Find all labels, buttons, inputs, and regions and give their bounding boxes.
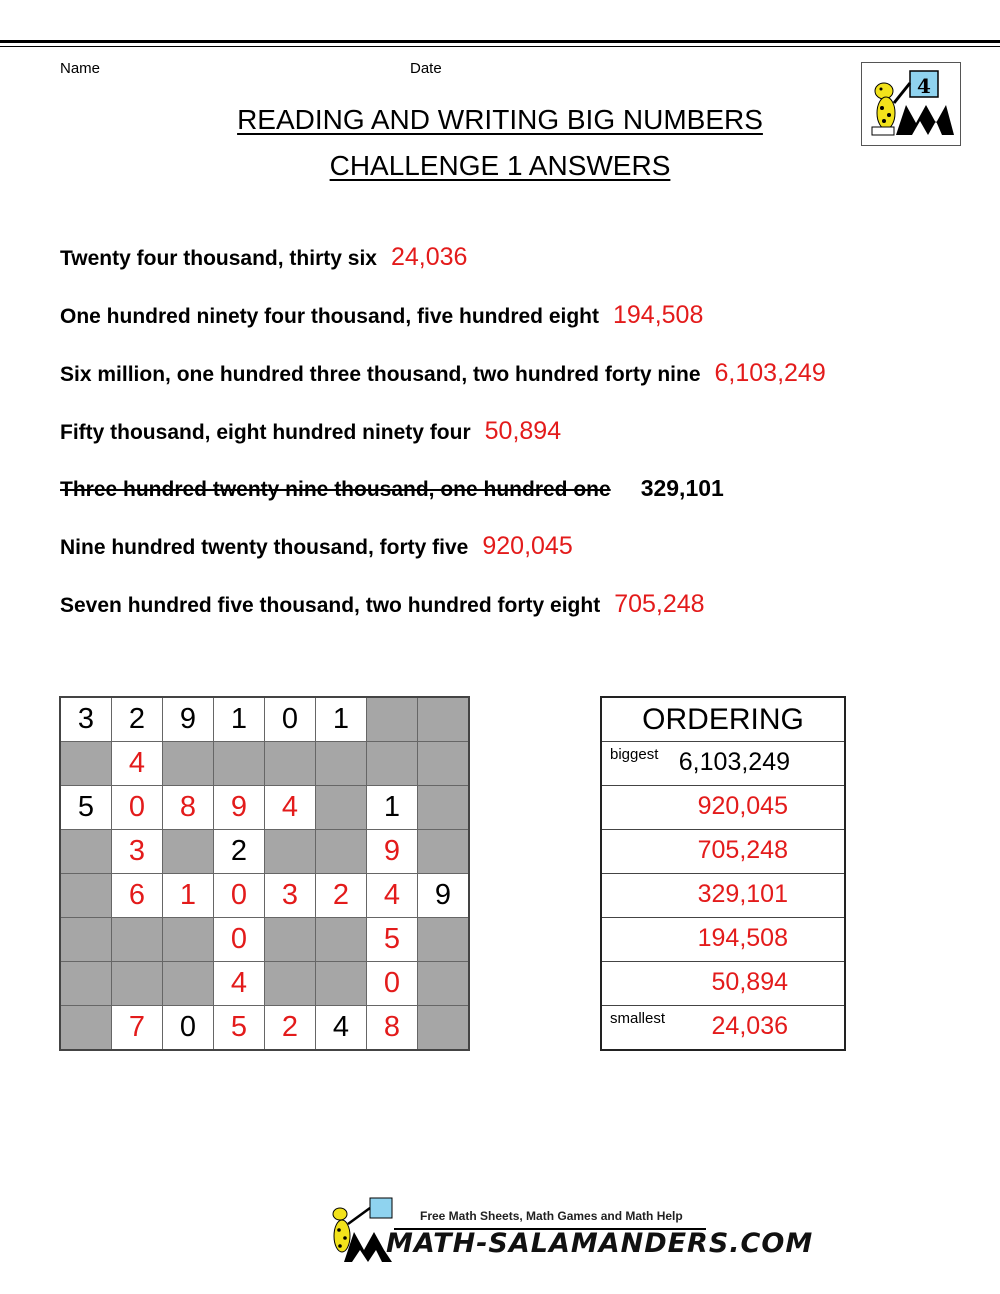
- grid-cell-shaded: [316, 918, 367, 962]
- question-words: Seven hundred five thousand, two hundred forty eight: [60, 594, 601, 617]
- biggest-label: biggest: [610, 746, 659, 763]
- grid-cell: 0: [214, 918, 265, 962]
- ordering-value: 705,248: [697, 836, 788, 864]
- question-6: [60, 532, 573, 561]
- question-answer: 705,248: [614, 590, 705, 618]
- grid-cell-shaded: [418, 697, 470, 742]
- grid-row: [60, 918, 469, 962]
- grid-cell-shaded: [316, 830, 367, 874]
- grid-cell-shaded: [60, 918, 112, 962]
- top-rule-thin: [0, 46, 1000, 47]
- ordering-value: 50,894: [711, 968, 788, 996]
- question-words: One hundred ninety four thousand, five hundred eight: [60, 305, 599, 328]
- title-line-1: READING AND WRITING BIG NUMBERS: [237, 104, 763, 135]
- grid-cell: 4: [265, 786, 316, 830]
- ordering-value: 920,045: [697, 792, 788, 820]
- ordering-row: [601, 874, 845, 918]
- grid-cell: 0: [367, 962, 418, 1006]
- question-7: [60, 590, 705, 619]
- grid-cell-shaded: [163, 830, 214, 874]
- grid-cell-shaded: [163, 918, 214, 962]
- grid-cell-shaded: [418, 1006, 470, 1051]
- smallest-label: smallest: [610, 1010, 666, 1027]
- grid-cell: 8: [367, 1006, 418, 1051]
- grid-cell-shaded: [316, 786, 367, 830]
- grid-cell-shaded: [265, 742, 316, 786]
- grid-cell-shaded: [418, 830, 470, 874]
- grid-cell: 0: [112, 786, 163, 830]
- grid-cell-shaded: [60, 962, 112, 1006]
- grid-cell: 1: [163, 874, 214, 918]
- title-line-2: CHALLENGE 1 ANSWERS: [329, 150, 671, 181]
- grid-cell-shaded: [60, 742, 112, 786]
- grid-cell: 2: [265, 1006, 316, 1051]
- ordering-table: [600, 696, 846, 1051]
- ordering-value: 329,101: [697, 880, 788, 908]
- grid-cell: 4: [112, 742, 163, 786]
- grid-cell-shaded: [265, 962, 316, 1006]
- footer-brand: MATH-SALAMANDERS.COM: [386, 1228, 814, 1259]
- grid-cell-shaded: [316, 962, 367, 1006]
- grid-cell: 9: [418, 874, 470, 918]
- grid-cell: 0: [163, 1006, 214, 1051]
- grid-cell: 0: [214, 874, 265, 918]
- ordering-heading: ORDERING: [601, 697, 845, 742]
- grid-row: [60, 1006, 469, 1051]
- grid-cell: 1: [214, 697, 265, 742]
- footer-tagline: Free Math Sheets, Math Games and Math Help: [420, 1209, 683, 1223]
- grid-cell: 4: [214, 962, 265, 1006]
- question-answer: 50,894: [484, 417, 562, 445]
- question-words: Fifty thousand, eight hundred ninety four: [60, 421, 471, 444]
- ordering-row: [601, 830, 845, 874]
- grid-cell: 4: [316, 1006, 367, 1051]
- ordering-row: [601, 786, 845, 830]
- grid-row: [60, 697, 469, 742]
- question-answer: 194,508: [613, 301, 704, 329]
- grid-cell-shaded: [367, 742, 418, 786]
- grid-cell: 5: [60, 786, 112, 830]
- ordering-value: 6,103,249: [678, 748, 790, 776]
- grid-row: [60, 786, 469, 830]
- grid-cell: 1: [367, 786, 418, 830]
- grid-cell: 2: [112, 697, 163, 742]
- grid-cell-shaded: [112, 918, 163, 962]
- grid-cell-shaded: [163, 962, 214, 1006]
- grid-row: [60, 962, 469, 1006]
- ordering-row: [601, 962, 845, 1006]
- grid-cell-shaded: [316, 742, 367, 786]
- ordering-row: [601, 742, 845, 786]
- question-answer: 6,103,249: [714, 359, 826, 387]
- grid-row: [60, 742, 469, 786]
- name-label: Name: [60, 60, 101, 77]
- grid-cell: 3: [60, 697, 112, 742]
- question-words-struck: Three hundred twenty nine thousand, one hundred one: [60, 478, 611, 501]
- question-words: Six million, one hundred three thousand, two hundred forty nine: [60, 363, 701, 386]
- question-words: Twenty four thousand, thirty six: [60, 247, 377, 270]
- grid-row: [60, 874, 469, 918]
- logo-grade-number: 4: [917, 74, 931, 98]
- grid-cell: 3: [265, 874, 316, 918]
- question-answer-given: 329,101: [640, 475, 724, 501]
- grid-cell-shaded: [214, 742, 265, 786]
- ordering-value: 194,508: [697, 924, 788, 952]
- grid-cell: 3: [112, 830, 163, 874]
- grid-cell: 2: [316, 874, 367, 918]
- ordering-row: [601, 1006, 845, 1051]
- question-4: [60, 417, 561, 446]
- grid-cell-shaded: [60, 830, 112, 874]
- grid-cell-shaded: [265, 918, 316, 962]
- grid-cell: 5: [367, 918, 418, 962]
- date-label: Date: [410, 60, 442, 77]
- question-3: [60, 359, 826, 388]
- grid-cell: 8: [163, 786, 214, 830]
- grid-cell-shaded: [418, 918, 470, 962]
- top-rule: [0, 40, 1000, 43]
- grid-row: [60, 830, 469, 874]
- grid-cell: 4: [367, 874, 418, 918]
- grid-cell-shaded: [60, 1006, 112, 1051]
- grid-cell-shaded: [112, 962, 163, 1006]
- grid-cell-shaded: [367, 697, 418, 742]
- grid-cell: 2: [214, 830, 265, 874]
- grid-cell: 1: [316, 697, 367, 742]
- grid-cell: 6: [112, 874, 163, 918]
- ordering-value: 24,036: [711, 1012, 788, 1040]
- grid-cell-shaded: [60, 874, 112, 918]
- question-words: Nine hundred twenty thousand, forty five: [60, 536, 469, 559]
- grid-cell: 7: [112, 1006, 163, 1051]
- question-answer: 24,036: [390, 243, 468, 271]
- grid-cell: 0: [265, 697, 316, 742]
- ordering-row: [601, 918, 845, 962]
- grid-cell: 5: [214, 1006, 265, 1051]
- grid-cell-shaded: [163, 742, 214, 786]
- grid-cell: 9: [214, 786, 265, 830]
- question-answer: 920,045: [482, 532, 573, 560]
- number-crossword-grid: [59, 696, 470, 1051]
- question-5: [60, 475, 724, 502]
- grid-cell: 9: [367, 830, 418, 874]
- grid-cell: 9: [163, 697, 214, 742]
- grid-cell-shaded: [418, 786, 470, 830]
- grid-cell-shaded: [418, 962, 470, 1006]
- question-1: [60, 243, 467, 272]
- question-2: [60, 301, 703, 330]
- grid-cell-shaded: [265, 830, 316, 874]
- grid-cell-shaded: [418, 742, 470, 786]
